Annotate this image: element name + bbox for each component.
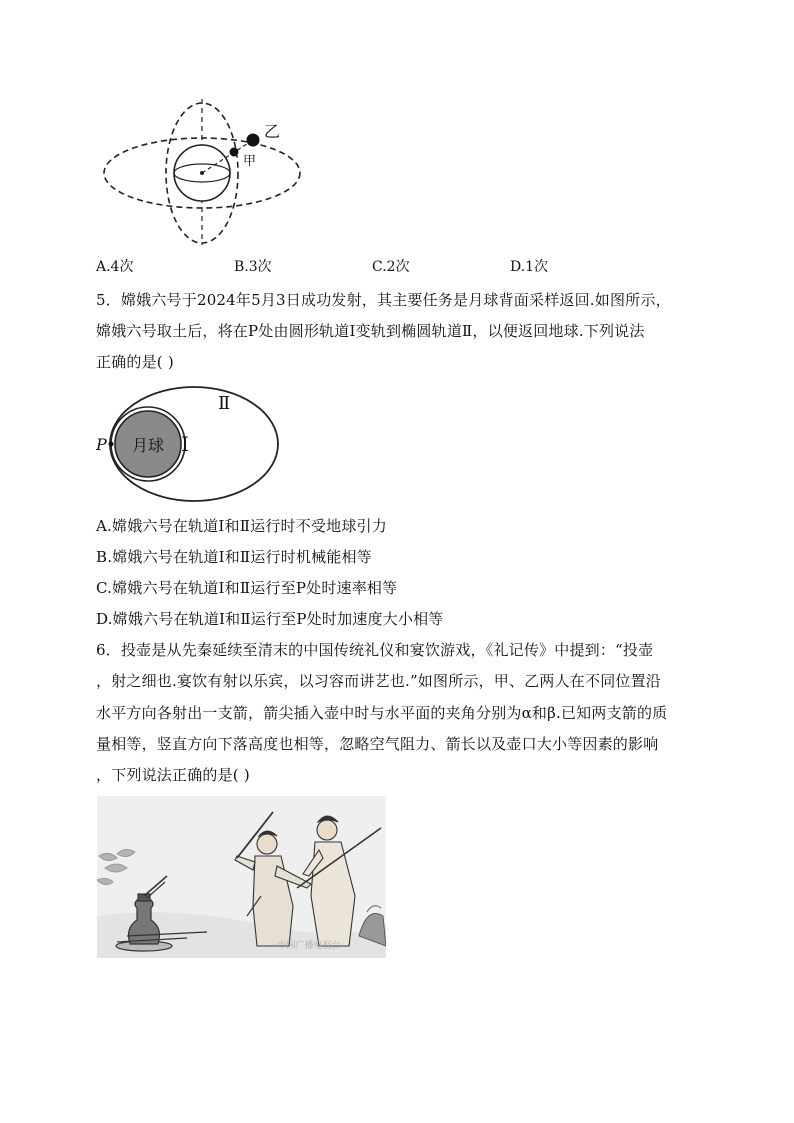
label-p: P	[96, 435, 107, 454]
label-yi: 乙	[264, 122, 281, 141]
label-jia: 甲	[243, 154, 257, 169]
q5-option-a: A.嫦娥六号在轨道Ⅰ和Ⅱ运行时不受地球引力	[96, 517, 387, 535]
q6-stem-line-3: 水平方向各射出一支箭，箭尖插入壶中时与水平面的夹角分别为α和β.已知两支箭的质	[96, 704, 668, 722]
q5-moon-orbit-figure	[96, 383, 282, 507]
label-orbit-ii: Ⅱ	[218, 393, 231, 414]
q4-option-b: B.3次	[234, 259, 272, 275]
q6-stem-line-5: ，下列说法正确的是( )	[96, 766, 250, 784]
q6-stem-line-1: 6．投壶是从先秦延续至清末的中国传统礼仪和宴饮游戏，《礼记传》中提到：“投壶	[96, 641, 654, 659]
satellite-jia	[230, 148, 239, 157]
label-orbit-i: Ⅰ	[181, 432, 189, 456]
q5-stem-line-1: 5．嫦娥六号于2024年5月3日成功发射，其主要任务是月球背面采样返回.如图所示，	[96, 291, 671, 309]
q5-stem-line-3: 正确的是( )	[96, 353, 174, 371]
watermark: 中国广播电视台	[277, 941, 341, 951]
q6-stem-line-4: 量相等，竖直方向下落高度也相等，忽略空气阻力、箭长以及壶口大小等因素的影响	[96, 735, 659, 753]
q5-option-c: C.嫦娥六号在轨道Ⅰ和Ⅱ运行至P处时速率相等	[96, 579, 398, 597]
q6-stem-line-2: ，射之细也.宴饮有射以乐宾，以习容而讲艺也.”如图所示，甲、乙两人在不同位置沿	[96, 672, 662, 690]
q6-touhu-illustration	[97, 796, 386, 958]
q4-option-a: A.4次	[96, 259, 134, 275]
q4-orbit-figure	[96, 95, 312, 247]
q5-option-b: B.嫦娥六号在轨道Ⅰ和Ⅱ运行时机械能相等	[96, 548, 372, 566]
q4-option-c: C.2次	[372, 259, 410, 275]
label-moon: 月球	[131, 436, 165, 455]
point-p	[109, 442, 114, 447]
satellite-yi	[247, 134, 260, 147]
q5-stem-line-2: 嫦娥六号取土后，将在P处由圆形轨道Ⅰ变轨到椭圆轨道Ⅱ，以便返回地球.下列说法	[96, 322, 645, 340]
q4-option-d: D.1次	[510, 259, 549, 275]
q5-option-d: D.嫦娥六号在轨道Ⅰ和Ⅱ运行至P处时加速度大小相等	[96, 610, 444, 628]
